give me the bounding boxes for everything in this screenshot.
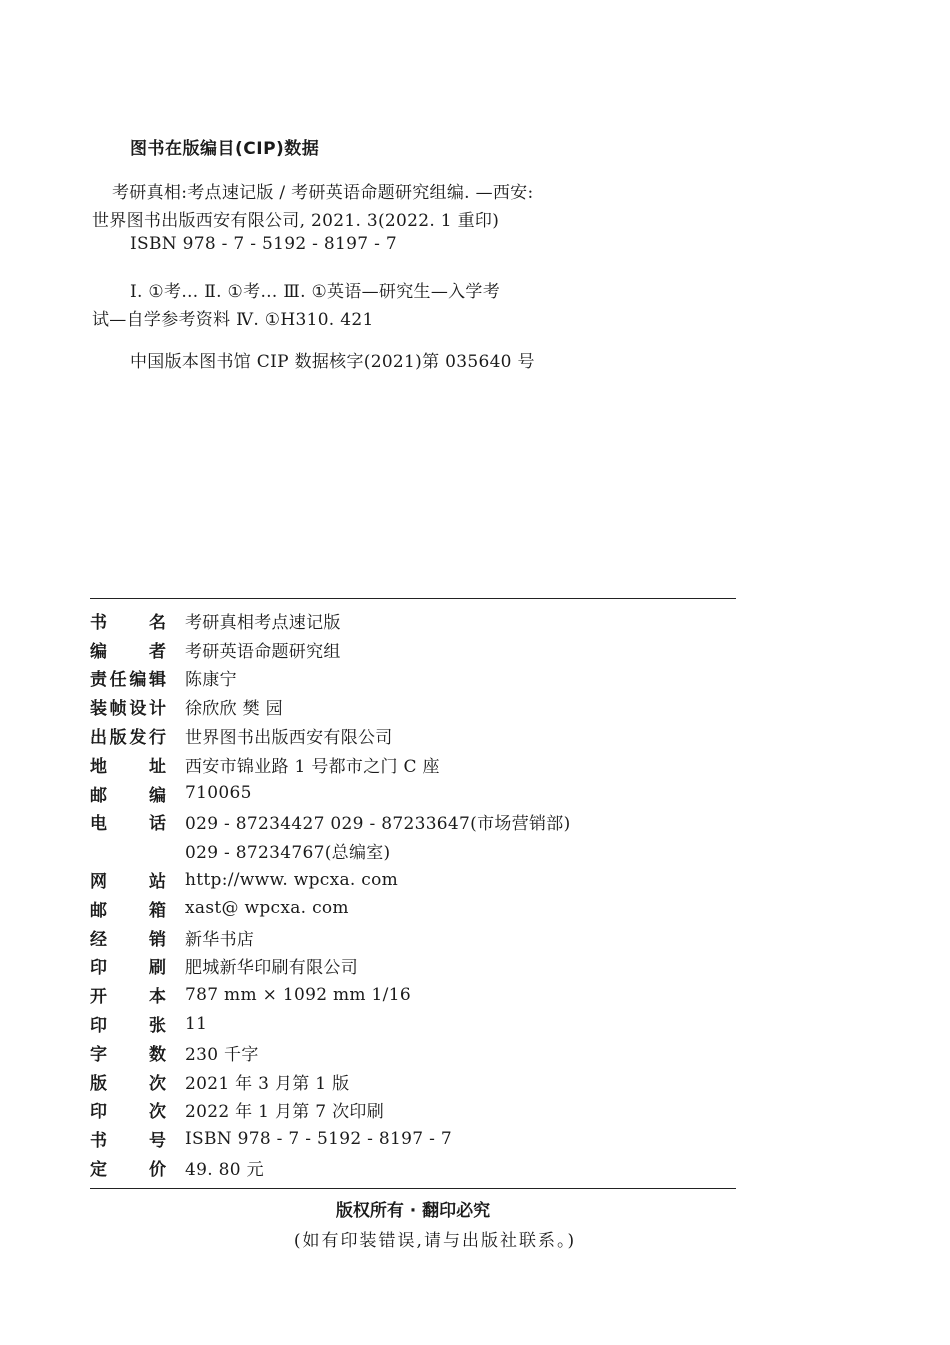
info-label: 印刷	[90, 958, 166, 979]
info-value: 230 千字	[185, 1044, 259, 1065]
info-row-email	[90, 894, 571, 923]
info-label: 地址	[90, 756, 166, 777]
info-label: 字数	[90, 1044, 166, 1065]
info-value: 陈康宁	[185, 670, 237, 691]
misprint-notice: (如有印装错误,请与出版社联系。)	[293, 1231, 577, 1251]
info-label: 邮编	[90, 785, 166, 806]
info-label: 版次	[90, 1073, 166, 1094]
info-label: 定价	[90, 1160, 166, 1181]
cip-record-number: 中国版本图书馆 CIP 数据核字(2021)第 035640 号	[130, 352, 535, 372]
info-row-title	[90, 606, 571, 635]
info-row-address	[90, 750, 571, 779]
info-value: 新华书店	[185, 929, 255, 950]
cip-classification-1: Ⅰ. ①考… Ⅱ. ①考… Ⅲ. ①英语—研究生—入学考	[130, 282, 501, 302]
info-row-word-count	[90, 1038, 571, 1067]
info-value: 11	[185, 1013, 208, 1034]
info-label: 书名	[90, 612, 166, 633]
info-row-phone-2	[90, 836, 571, 865]
info-value: http://www. wpcxa. com	[185, 869, 399, 890]
info-row-editor	[90, 635, 571, 664]
cip-isbn: ISBN 978 - 7 - 5192 - 8197 - 7	[130, 234, 397, 254]
info-value: 787 mm × 1092 mm 1/16	[185, 984, 411, 1005]
info-label: 经销	[90, 929, 166, 950]
bottom-rule	[90, 1188, 736, 1189]
info-value: 029 - 87234427 029 - 87233647(市场营销部)	[185, 814, 571, 835]
info-value: 西安市锦业路 1 号都市之门 C 座	[185, 756, 440, 777]
info-row-postcode	[90, 779, 571, 808]
info-label: 印张	[90, 1016, 166, 1037]
info-row-design	[90, 692, 571, 721]
info-row-printer	[90, 952, 571, 981]
info-row-responsible-editor	[90, 664, 571, 693]
info-value: 考研真相考点速记版	[185, 612, 341, 633]
info-label: 装帧设计	[90, 699, 166, 720]
info-label: 编者	[90, 641, 166, 662]
info-value: 029 - 87234767(总编室)	[185, 843, 391, 864]
info-row-phone	[90, 808, 571, 837]
copyright-statement: 版权所有 · 翻印必究	[335, 1201, 491, 1221]
info-label: 邮箱	[90, 900, 166, 921]
info-row-sheets	[90, 1009, 571, 1038]
info-label: 印次	[90, 1102, 166, 1123]
info-label: 网站	[90, 872, 166, 893]
info-value: 710065	[185, 783, 252, 804]
publication-info-table	[90, 606, 571, 1182]
info-row-edition	[90, 1067, 571, 1096]
info-row-publisher	[90, 721, 571, 750]
cip-title: 图书在版编目(CIP)数据	[130, 139, 320, 159]
top-rule	[90, 598, 736, 599]
info-row-distributor	[90, 923, 571, 952]
info-value: ISBN 978 - 7 - 5192 - 8197 - 7	[185, 1128, 452, 1149]
info-label: 电话	[90, 814, 166, 835]
cip-line-2: 世界图书出版西安有限公司, 2021. 3(2022. 1 重印)	[92, 211, 500, 231]
info-row-price	[90, 1153, 571, 1182]
info-row-format	[90, 980, 571, 1009]
info-label: 责任编辑	[90, 670, 166, 691]
info-value: xast@ wpcxa. com	[185, 898, 349, 919]
cip-line-1: 考研真相:考点速记版 / 考研英语命题研究组编. —西安:	[112, 183, 534, 203]
info-value: 徐欣欣 樊 园	[185, 699, 283, 720]
info-value: 49. 80 元	[185, 1160, 264, 1181]
info-value: 世界图书出版西安有限公司	[185, 728, 393, 749]
info-value: 肥城新华印刷有限公司	[185, 958, 358, 979]
info-row-impression	[90, 1096, 571, 1125]
cip-classification-2: 试—自学参考资料 Ⅳ. ①H310. 421	[92, 310, 374, 330]
info-row-website	[90, 865, 571, 894]
info-value: 2021 年 3 月第 1 版	[185, 1073, 350, 1094]
info-value: 2022 年 1 月第 7 次印刷	[185, 1102, 385, 1123]
info-label: 书号	[90, 1131, 166, 1152]
info-label: 出版发行	[90, 728, 166, 749]
info-value: 考研英语命题研究组	[185, 641, 341, 662]
info-label: 开本	[90, 987, 166, 1008]
info-row-isbn	[90, 1124, 571, 1153]
